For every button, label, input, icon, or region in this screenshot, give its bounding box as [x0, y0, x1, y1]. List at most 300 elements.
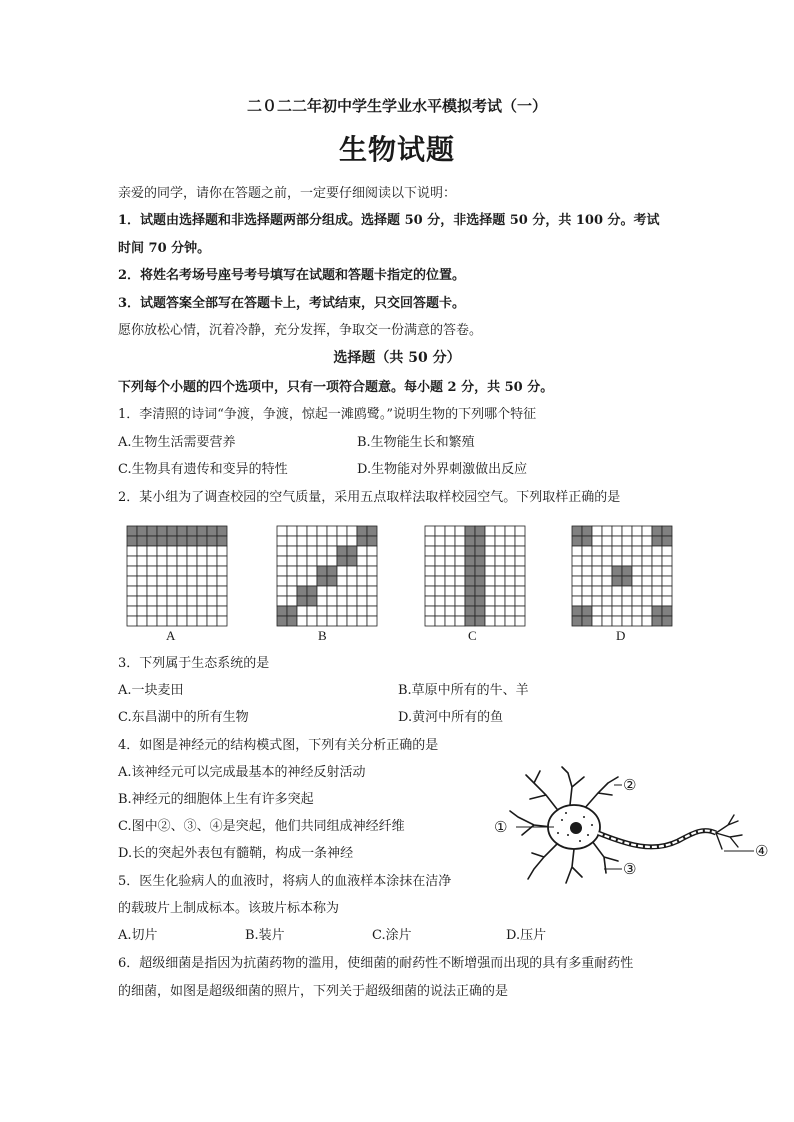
grid-cell [612, 526, 622, 536]
grid-cell [297, 566, 307, 576]
grid-cell [475, 556, 485, 566]
grid-cell [297, 616, 307, 626]
grid-cell [217, 586, 227, 596]
grid-cell [642, 556, 652, 566]
grid-cell [485, 536, 495, 546]
grid-cell [187, 536, 197, 546]
grid-cell [177, 576, 187, 586]
grid-cell [307, 606, 317, 616]
grid-cell [337, 546, 347, 556]
grid-cell [465, 546, 475, 556]
grid-cell [337, 586, 347, 596]
grid-cell [277, 556, 287, 566]
grid-cell [505, 586, 515, 596]
grid-label-b: B [318, 628, 327, 643]
grid-cell [592, 606, 602, 616]
grid-cell [287, 576, 297, 586]
grid-cell [367, 576, 377, 586]
grid-cell [572, 596, 582, 606]
grid-cell [582, 606, 592, 616]
grid-cell [367, 526, 377, 536]
grid-cell [277, 586, 287, 596]
grid-cell [347, 526, 357, 536]
grid-cell [187, 566, 197, 576]
grid-cell [207, 526, 217, 536]
grid-cell [137, 576, 147, 586]
question-2-stem: 2．某小组为了调查校园的空气质量，采用五点取样法取样校园空气。下列取样正确的是 [118, 490, 621, 505]
grid-cell [445, 556, 455, 566]
grid-cell [277, 526, 287, 536]
question-4-stem: 4．如图是神经元的结构模式图，下列有关分析正确的是 [118, 738, 439, 753]
grid-cell [465, 616, 475, 626]
question-1-option-b: B.生物能生长和繁殖 [357, 435, 475, 450]
section-title: 选择题（共 50 分） [333, 350, 461, 366]
grid-cell [662, 616, 672, 626]
grid-cell [425, 576, 435, 586]
grid-cell [495, 536, 505, 546]
grid-cell [167, 536, 177, 546]
grid-cell [435, 566, 445, 576]
grid-cell [157, 556, 167, 566]
grid-cell [317, 556, 327, 566]
grid-cell [337, 596, 347, 606]
grid-cell [662, 606, 672, 616]
neuron-diagram [488, 765, 778, 895]
grid-cell [455, 536, 465, 546]
grid-cell [367, 586, 377, 596]
grid-cell [347, 596, 357, 606]
grid-cell [337, 606, 347, 616]
grid-cell [475, 546, 485, 556]
grid-svg-c [424, 525, 526, 627]
grid-cell [582, 536, 592, 546]
grid-cell [495, 526, 505, 536]
grid-cell [582, 576, 592, 586]
grid-cell [632, 556, 642, 566]
grid-cell [662, 576, 672, 586]
grid-cell [602, 616, 612, 626]
grid-cell [217, 566, 227, 576]
grid-cell [297, 526, 307, 536]
grid-cell [327, 596, 337, 606]
grid-cell [612, 546, 622, 556]
grid-cell [197, 576, 207, 586]
grid-cell [287, 546, 297, 556]
question-5-option-b: B.装片 [245, 928, 285, 943]
section-instruction: 下列每个小题的四个选项中，只有一项符合题意。每小题 2 分，共 50 分。 [118, 380, 554, 395]
grid-cell [592, 546, 602, 556]
grid-cell [327, 616, 337, 626]
question-1-option-c: C.生物具有遗传和变异的特性 [118, 462, 288, 477]
grid-cell [632, 546, 642, 556]
grid-cell [475, 606, 485, 616]
grid-cell [277, 606, 287, 616]
grid-cell [495, 586, 505, 596]
grid-cell [495, 616, 505, 626]
grid-cell [612, 616, 622, 626]
intro-rule-1-line-1: 1．试题由选择题和非选择题两部分组成。选择题 50 分，非选择题 50 分，共 100 分。考试 [118, 213, 660, 228]
grid-cell [622, 556, 632, 566]
grid-cell [455, 566, 465, 576]
question-5-stem-line-2: 的载玻片上制成标本。该玻片标本称为 [118, 901, 340, 916]
grid-cell [147, 556, 157, 566]
question-1-option-d: D.生物能对外界刺激做出反应 [357, 462, 528, 477]
grid-cell [652, 546, 662, 556]
grid-cell [357, 556, 367, 566]
grid-cell [127, 606, 137, 616]
grid-cell [287, 616, 297, 626]
grid-cell [455, 586, 465, 596]
grid-cell [652, 566, 662, 576]
grid-cell [425, 616, 435, 626]
grid-cell [652, 576, 662, 586]
grid-cell [445, 576, 455, 586]
grid-cell [642, 586, 652, 596]
grid-cell [187, 606, 197, 616]
grid-cell [505, 596, 515, 606]
exam-subtitle: 二０二二年初中学生学业水平模拟考试（一） [246, 97, 547, 115]
grid-cell [207, 606, 217, 616]
grid-cell [515, 566, 525, 576]
grid-cell [465, 566, 475, 576]
grid-cell [515, 586, 525, 596]
grid-cell [127, 616, 137, 626]
grid-cell [515, 536, 525, 546]
grid-cell [495, 566, 505, 576]
grid-cell [217, 546, 227, 556]
grid-cell [515, 526, 525, 536]
grid-cell [177, 526, 187, 536]
grid-cell [485, 616, 495, 626]
grid-cell [652, 606, 662, 616]
grid-cell [307, 616, 317, 626]
grid-cell [622, 546, 632, 556]
grid-cell [612, 606, 622, 616]
question-4-option-b: B.神经元的细胞体上生有许多突起 [118, 792, 314, 807]
grid-cell [147, 576, 157, 586]
grid-cell [632, 526, 642, 536]
grid-cell [207, 546, 217, 556]
grid-cell [515, 546, 525, 556]
grid-cell [662, 546, 672, 556]
grid-cell [297, 606, 307, 616]
grid-cell [197, 536, 207, 546]
grid-cell [632, 576, 642, 586]
grid-cell [137, 596, 147, 606]
marker-1: ① [494, 818, 508, 836]
grid-cell [435, 616, 445, 626]
grid-cell [465, 536, 475, 546]
sampling-grid-a [126, 525, 228, 631]
grid-cell [327, 526, 337, 536]
grid-cell [327, 536, 337, 546]
grid-cell [337, 536, 347, 546]
grid-cell [157, 586, 167, 596]
grid-cell [612, 556, 622, 566]
grid-cell [475, 576, 485, 586]
grid-cell [495, 596, 505, 606]
grid-cell [297, 546, 307, 556]
grid-cell [515, 616, 525, 626]
grid-cell [505, 546, 515, 556]
grid-cell [177, 546, 187, 556]
grid-cell [652, 586, 662, 596]
grid-cell [622, 536, 632, 546]
grid-cell [147, 616, 157, 626]
grid-cell [137, 606, 147, 616]
grid-cell [642, 546, 652, 556]
grid-cell [515, 596, 525, 606]
grid-cell [515, 556, 525, 566]
grid-cell [127, 596, 137, 606]
grid-cell [327, 546, 337, 556]
grid-cell [582, 566, 592, 576]
grid-cell [157, 606, 167, 616]
grid-cell [662, 566, 672, 576]
grid-cell [347, 586, 357, 596]
grid-cell [357, 586, 367, 596]
grid-cell [287, 606, 297, 616]
grid-cell [317, 536, 327, 546]
grid-cell [367, 536, 377, 546]
grid-cell [147, 536, 157, 546]
question-4-option-c: C.图中②、③、④是突起，他们共同组成神经纤维 [118, 819, 405, 834]
grid-cell [197, 586, 207, 596]
grid-cell [297, 586, 307, 596]
grid-label-c: C [468, 628, 477, 643]
grid-cell [167, 616, 177, 626]
grid-cell [485, 566, 495, 576]
grid-cell [425, 596, 435, 606]
grid-svg-a [126, 525, 228, 627]
grid-cell [217, 536, 227, 546]
grid-cell [277, 616, 287, 626]
grid-cell [297, 536, 307, 546]
grid-cell [187, 616, 197, 626]
grid-cell [207, 536, 217, 546]
grid-cell [632, 586, 642, 596]
grid-cell [602, 586, 612, 596]
grid-cell [147, 606, 157, 616]
grid-cell [662, 596, 672, 606]
grid-cell [582, 596, 592, 606]
grid-cell [217, 596, 227, 606]
grid-cell [137, 586, 147, 596]
grid-cell [307, 556, 317, 566]
grid-cell [177, 536, 187, 546]
grid-cell [327, 586, 337, 596]
grid-cell [167, 526, 177, 536]
grid-cell [572, 566, 582, 576]
grid-cell [495, 606, 505, 616]
intro-rule-2: 2．将姓名考场号座号考号填写在试题和答题卡指定的位置。 [118, 268, 466, 283]
grid-cell [167, 566, 177, 576]
grid-cell [337, 556, 347, 566]
grid-cell [287, 556, 297, 566]
grid-cell [317, 586, 327, 596]
sampling-grid-d [571, 525, 673, 631]
grid-cell [592, 526, 602, 536]
grid-cell [327, 576, 337, 586]
grid-svg-b [276, 525, 378, 627]
grid-cell [592, 556, 602, 566]
grid-cell [167, 586, 177, 596]
grid-cell [592, 596, 602, 606]
grid-cell [435, 586, 445, 596]
grid-cell [485, 596, 495, 606]
grid-cell [475, 586, 485, 596]
grid-cell [317, 566, 327, 576]
grid-cell [602, 526, 612, 536]
question-5-option-d: D.压片 [506, 928, 547, 943]
grid-cell [287, 536, 297, 546]
grid-cell [177, 616, 187, 626]
grid-cell [287, 526, 297, 536]
grid-cell [622, 616, 632, 626]
grid-cell [445, 566, 455, 576]
grid-cell [347, 556, 357, 566]
grid-cell [337, 616, 347, 626]
grid-cell [177, 606, 187, 616]
grid-cell [317, 616, 327, 626]
intro-greeting: 亲爱的同学，请你在答题之前，一定要仔细阅读以下说明： [118, 186, 457, 201]
grid-cell [307, 586, 317, 596]
grid-cell [632, 596, 642, 606]
grid-cell [307, 526, 317, 536]
grid-cell [632, 616, 642, 626]
marker-3: ③ [623, 860, 637, 878]
grid-cell [187, 576, 197, 586]
intro-rule-3: 3．试题答案全部写在答题卡上，考试结束，只交回答题卡。 [118, 296, 466, 311]
grid-cell [137, 536, 147, 546]
grid-cell [445, 526, 455, 536]
grid-cell [347, 616, 357, 626]
grid-cell [197, 596, 207, 606]
grid-cell [347, 566, 357, 576]
marker-4: ④ [755, 842, 769, 860]
grid-cell [137, 526, 147, 536]
grid-cell [435, 526, 445, 536]
grid-cell [642, 566, 652, 576]
grid-cell [217, 616, 227, 626]
grid-cell [357, 526, 367, 536]
grid-cell [207, 586, 217, 596]
grid-cell [177, 586, 187, 596]
grid-cell [367, 596, 377, 606]
grid-cell [465, 586, 475, 596]
grid-cell [622, 566, 632, 576]
grid-cell [602, 596, 612, 606]
grid-cell [465, 606, 475, 616]
grid-cell [505, 536, 515, 546]
grid-cell [455, 546, 465, 556]
grid-cell [622, 586, 632, 596]
grid-cell [642, 536, 652, 546]
grid-cell [317, 546, 327, 556]
grid-cell [425, 526, 435, 536]
grid-cell [147, 546, 157, 556]
nucleus [570, 822, 582, 834]
grid-cell [277, 546, 287, 556]
grid-cell [475, 526, 485, 536]
grid-cell [642, 526, 652, 536]
grid-cell [455, 606, 465, 616]
grid-cell [307, 566, 317, 576]
grid-cell [207, 596, 217, 606]
grid-cell [642, 576, 652, 586]
question-3-option-c: C.东昌湖中的所有生物 [118, 710, 249, 725]
grid-cell [197, 546, 207, 556]
grid-cell [572, 556, 582, 566]
grid-cell [572, 606, 582, 616]
grid-cell [455, 576, 465, 586]
grid-cell [642, 606, 652, 616]
grid-cell [515, 606, 525, 616]
question-1-option-a: A.生物生活需要营养 [118, 435, 236, 450]
grid-cell [177, 566, 187, 576]
grid-cell [127, 576, 137, 586]
grid-cell [367, 566, 377, 576]
grid-label-d: D [616, 628, 626, 643]
grid-cell [327, 606, 337, 616]
grid-cell [307, 576, 317, 586]
question-5-stem-line-1: 5．医生化验病人的血液时，将病人的血液样本涂抹在洁净 [118, 874, 452, 889]
grid-cell [652, 556, 662, 566]
grid-cell [425, 546, 435, 556]
grid-cell [582, 546, 592, 556]
grid-cell [307, 536, 317, 546]
grid-cell [357, 606, 367, 616]
grid-cell [662, 526, 672, 536]
grid-cell [357, 576, 367, 586]
grid-cell [572, 576, 582, 586]
grid-cell [475, 536, 485, 546]
grid-cell [485, 576, 495, 586]
grid-cell [207, 616, 217, 626]
grid-cell [602, 536, 612, 546]
grid-cell [505, 616, 515, 626]
grid-cell [485, 526, 495, 536]
grid-cell [602, 566, 612, 576]
grid-cell [367, 556, 377, 566]
grid-cell [357, 536, 367, 546]
grid-cell [127, 526, 137, 536]
grid-cell [572, 546, 582, 556]
intro-closing: 愿你放松心情，沉着冷静，充分发挥，争取交一份满意的答卷。 [118, 323, 483, 338]
grid-cell [652, 596, 662, 606]
question-3-option-d: D.黄河中所有的鱼 [398, 710, 504, 725]
intro-rule-1-line-2: 时间 70 分钟。 [118, 241, 211, 256]
grid-cell [187, 526, 197, 536]
grid-cell [652, 526, 662, 536]
grid-cell [277, 596, 287, 606]
grid-cell [435, 576, 445, 586]
grid-cell [632, 536, 642, 546]
grid-cell [217, 556, 227, 566]
grid-cell [127, 566, 137, 576]
grid-cell [602, 576, 612, 586]
grid-cell [217, 576, 227, 586]
grid-cell [602, 556, 612, 566]
grid-cell [157, 536, 167, 546]
grid-cell [485, 546, 495, 556]
grid-cell [357, 616, 367, 626]
grid-cell [147, 586, 157, 596]
grid-cell [367, 546, 377, 556]
grid-cell [465, 576, 475, 586]
grid-cell [425, 556, 435, 566]
grid-cell [307, 546, 317, 556]
